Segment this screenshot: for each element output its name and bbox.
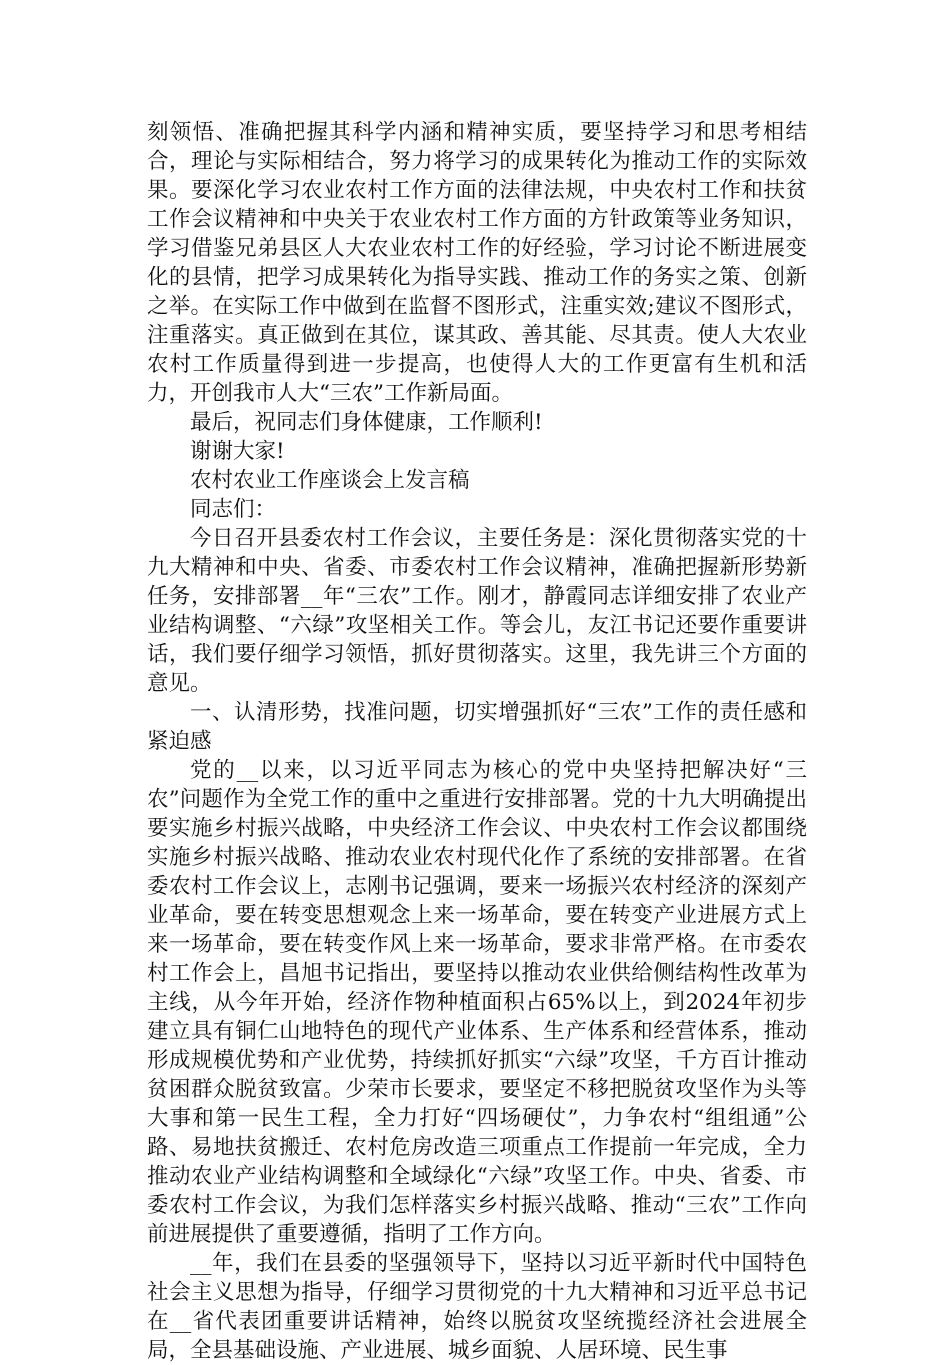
document-page [147, 118, 807, 1365]
paragraph-study-conclusion: 刻领悟、准确把握其科学内涵和精神实质，要坚持学习和思考相结合，理论与实际相结合，努力将学习的成果转化为推动工作的实际效果。要深化学习农业农村工作方面的法律法规，中央农村工作和扶贫工作会议精神和中央关于农业农村工作方面的方针政策等业务知识，学习借鉴兄弟县区人大农业农村工作的好经验，学习讨论不断进展变化的县情，把学习成果转化为指导实践、推动工作的务实之策、创新之举。在实际工作中做到在监督不图形式，注重实效;建议不图形式，注重落实。真正做到在其位，谋其政、善其能、尽其责。使人大农业农村工作质量得到进一步提高，也使得人大的工作更富有生机和活力，开创我市人大“三农”工作新局面。 [147, 120, 807, 406]
paragraph-thanks: 谢谢大家! [190, 439, 285, 464]
speech-title: 农村农业工作座谈会上发言稿 [190, 468, 470, 493]
paragraph-central-policy: 党的__以来，以习近平同志为核心的党中央坚持把解决好“三农”问题作为全党工作的重中之重进行安排部署。党的十九大明确提出要实施乡村振兴战略，中央经济工作会议、中央农村工作会议都围绕实施乡村振兴战略、推动农业农村现代化作了系统的安排部署。在省委农村工作会议上，志刚书记强调，要来一场振兴农村经济的深刻产业革命，要在转变思想观念上来一场革命，要在转变产业进展方式上来一场革命，要在转变作风上来一场革命，要求非常严格。在市委农村工作会上，昌旭书记指出，要坚持以推动农业供给侧结构性改革为主线，从今年开始，经济作物种植面积占65%以上，到2024年初步建立具有铜仁山地特色的现代产业体系、生产体系和经营体系，推动形成规模优势和产业优势，持续抓好抓实“六绿”攻坚，千方百计推动贫困群众脱贫致富。少荣市长要求，要坚定不移把脱贫攻坚作为头等大事和第一民生工程，全力打好“四场硬仗”，力争农村“组组通”公路、易地扶贫搬迁、农村危房改造三项重点工作提前一年完成，全力推动农业产业结构调整和全域绿化“六绿”攻坚工作。中央、省委、市委农村工作会议，为我们怎样落实乡村振兴战略、推动“三农”工作向前进展提供了重要遵循，指明了工作方向。 [147, 758, 807, 1247]
section-heading-one: 一、认清形势，找准问题，切实增强抓好“三农”工作的责任感和紧迫感 [147, 700, 807, 754]
paragraph-year-review: __年，我们在县委的坚强领导下，坚持以习近平新时代中国特色社会主义思想为指导，仔细学习贯彻党的十九大精神和习近平总书记在__省代表团重要讲话精神，始终以脱贫攻坚统揽经济社会进展全局，全县基础设施、产业进展、城乡面貌、人居环境、民生事 [147, 1251, 807, 1363]
paragraph-closing-wishes: 最后，祝同志们身体健康，工作顺利! [190, 410, 543, 435]
salutation: 同志们： [190, 497, 277, 522]
paragraph-meeting-intro: 今日召开县委农村工作会议，主要任务是：深化贯彻落实党的十九大精神和中央、省委、市委农村工作会议精神，准确把握新形势新任务，安排部署__年“三农”工作。刚才，静霞同志详细安排了农业产业结构调整、“六绿”攻坚相关工作。等会儿，友江书记还要作重要讲话，我们要仔细学习领悟，抓好贯彻落实。这里，我先讲三个方面的意见。 [147, 526, 807, 696]
